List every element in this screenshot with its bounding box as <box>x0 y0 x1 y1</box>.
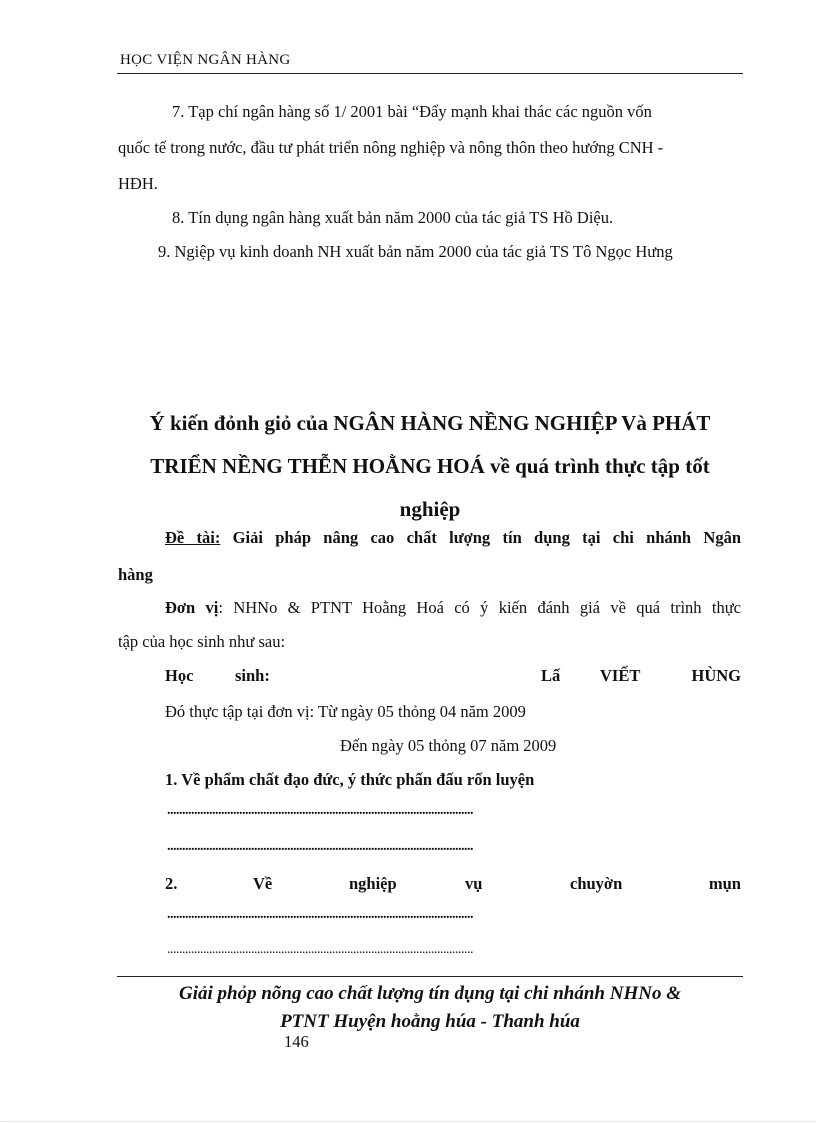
reference-8: 8. Tín dụng ngân hàng xuất bản năm 2000 của tác giả TS Hồ Diệu. <box>172 208 614 227</box>
dotted-answer-line: ...................................................................................................... <box>167 942 473 957</box>
topic-label: Đề tài: <box>165 528 221 547</box>
unit-line-1 <box>165 590 741 626</box>
student-word: sinh: <box>235 666 270 685</box>
dotted-answer-line: ...................................................................................................... <box>167 803 473 818</box>
page-header: HỌC VIỆN NGÂN HÀNG <box>120 52 291 68</box>
student-line <box>165 658 741 694</box>
header-rule <box>117 73 743 74</box>
internship-period-from: Đó thực tập tại đơn vị: Từ ngày 05 thỏng 04 năm 2009 <box>165 702 526 721</box>
section-2-word: 2. <box>165 874 178 893</box>
section-2-word: Về <box>253 874 273 893</box>
footer-line-1: Giải phỏp nõng cao chất lượng tín dụng tại chi nhánh NHNo & <box>179 983 681 1004</box>
section-1-heading: 1. Về phẩm chất đạo đức, ý thức phấn đấu rốn luyện <box>165 770 535 789</box>
unit-line-2: tập của học sinh như sau: <box>118 632 286 651</box>
unit-label: Đơn vị <box>165 598 219 617</box>
section-2-word: nghiệp <box>349 874 397 893</box>
title-line-2: TRIỂN NỀNG THỄN HOẰNG HOÁ về quá trình thực tập tốt <box>150 454 710 478</box>
student-word: VIẾT <box>600 666 641 685</box>
page-footer <box>117 980 743 1036</box>
footer-rule <box>117 976 743 977</box>
topic-line-1 <box>165 520 741 556</box>
section-2-heading <box>165 866 741 902</box>
reference-7-line-2: quốc tế trong nước, đầu tư phát triển nông nghiệp và nông thôn theo hướng CNH - <box>118 138 664 157</box>
reference-9: 9. Ngiệp vụ kinh doanh NH xuất bản năm 2000 của tác giả TS Tô Ngọc Hưng <box>158 242 673 261</box>
unit-text: : NHNo & PTNT Hoằng Hoá có ý kiến đánh giá về quá trình thực <box>218 598 741 617</box>
section-2-word: mụn <box>708 874 741 893</box>
page-edge <box>0 1121 816 1122</box>
section-2-word: vụ <box>465 874 483 893</box>
evaluation-title <box>118 402 742 531</box>
topic-text: Giải pháp nâng cao chất lượng tín dụng tại chi nhánh Ngân <box>220 528 741 547</box>
student-word: Lấ <box>541 666 561 685</box>
reference-7-line-3: HĐH. <box>118 174 158 193</box>
reference-7-line-1: 7. Tạp chí ngân hàng số 1/ 2001 bài “Đẩy mạnh khai thác các nguồn vốn <box>172 102 652 121</box>
dotted-answer-line: ...................................................................................................... <box>167 839 473 854</box>
internship-period-to: Đến ngày 05 thỏng 07 năm 2009 <box>340 736 557 755</box>
student-word: HÙNG <box>691 666 741 685</box>
dotted-answer-line: ...................................................................................................... <box>167 907 473 922</box>
title-line-1: Ý kiến đỏnh giỏ của NGÂN HÀNG NỀNG NGHIỆP Và PHÁT <box>149 411 711 435</box>
footer-line-2: PTNT Huyện hoằng húa - Thanh húa <box>280 1011 580 1032</box>
title-line-3: nghiệp <box>399 497 461 521</box>
section-2-word: chuyờn <box>570 874 623 893</box>
topic-line-2: hàng <box>118 565 153 584</box>
page-number: 146 <box>284 1032 309 1051</box>
student-word: Học <box>165 666 194 685</box>
